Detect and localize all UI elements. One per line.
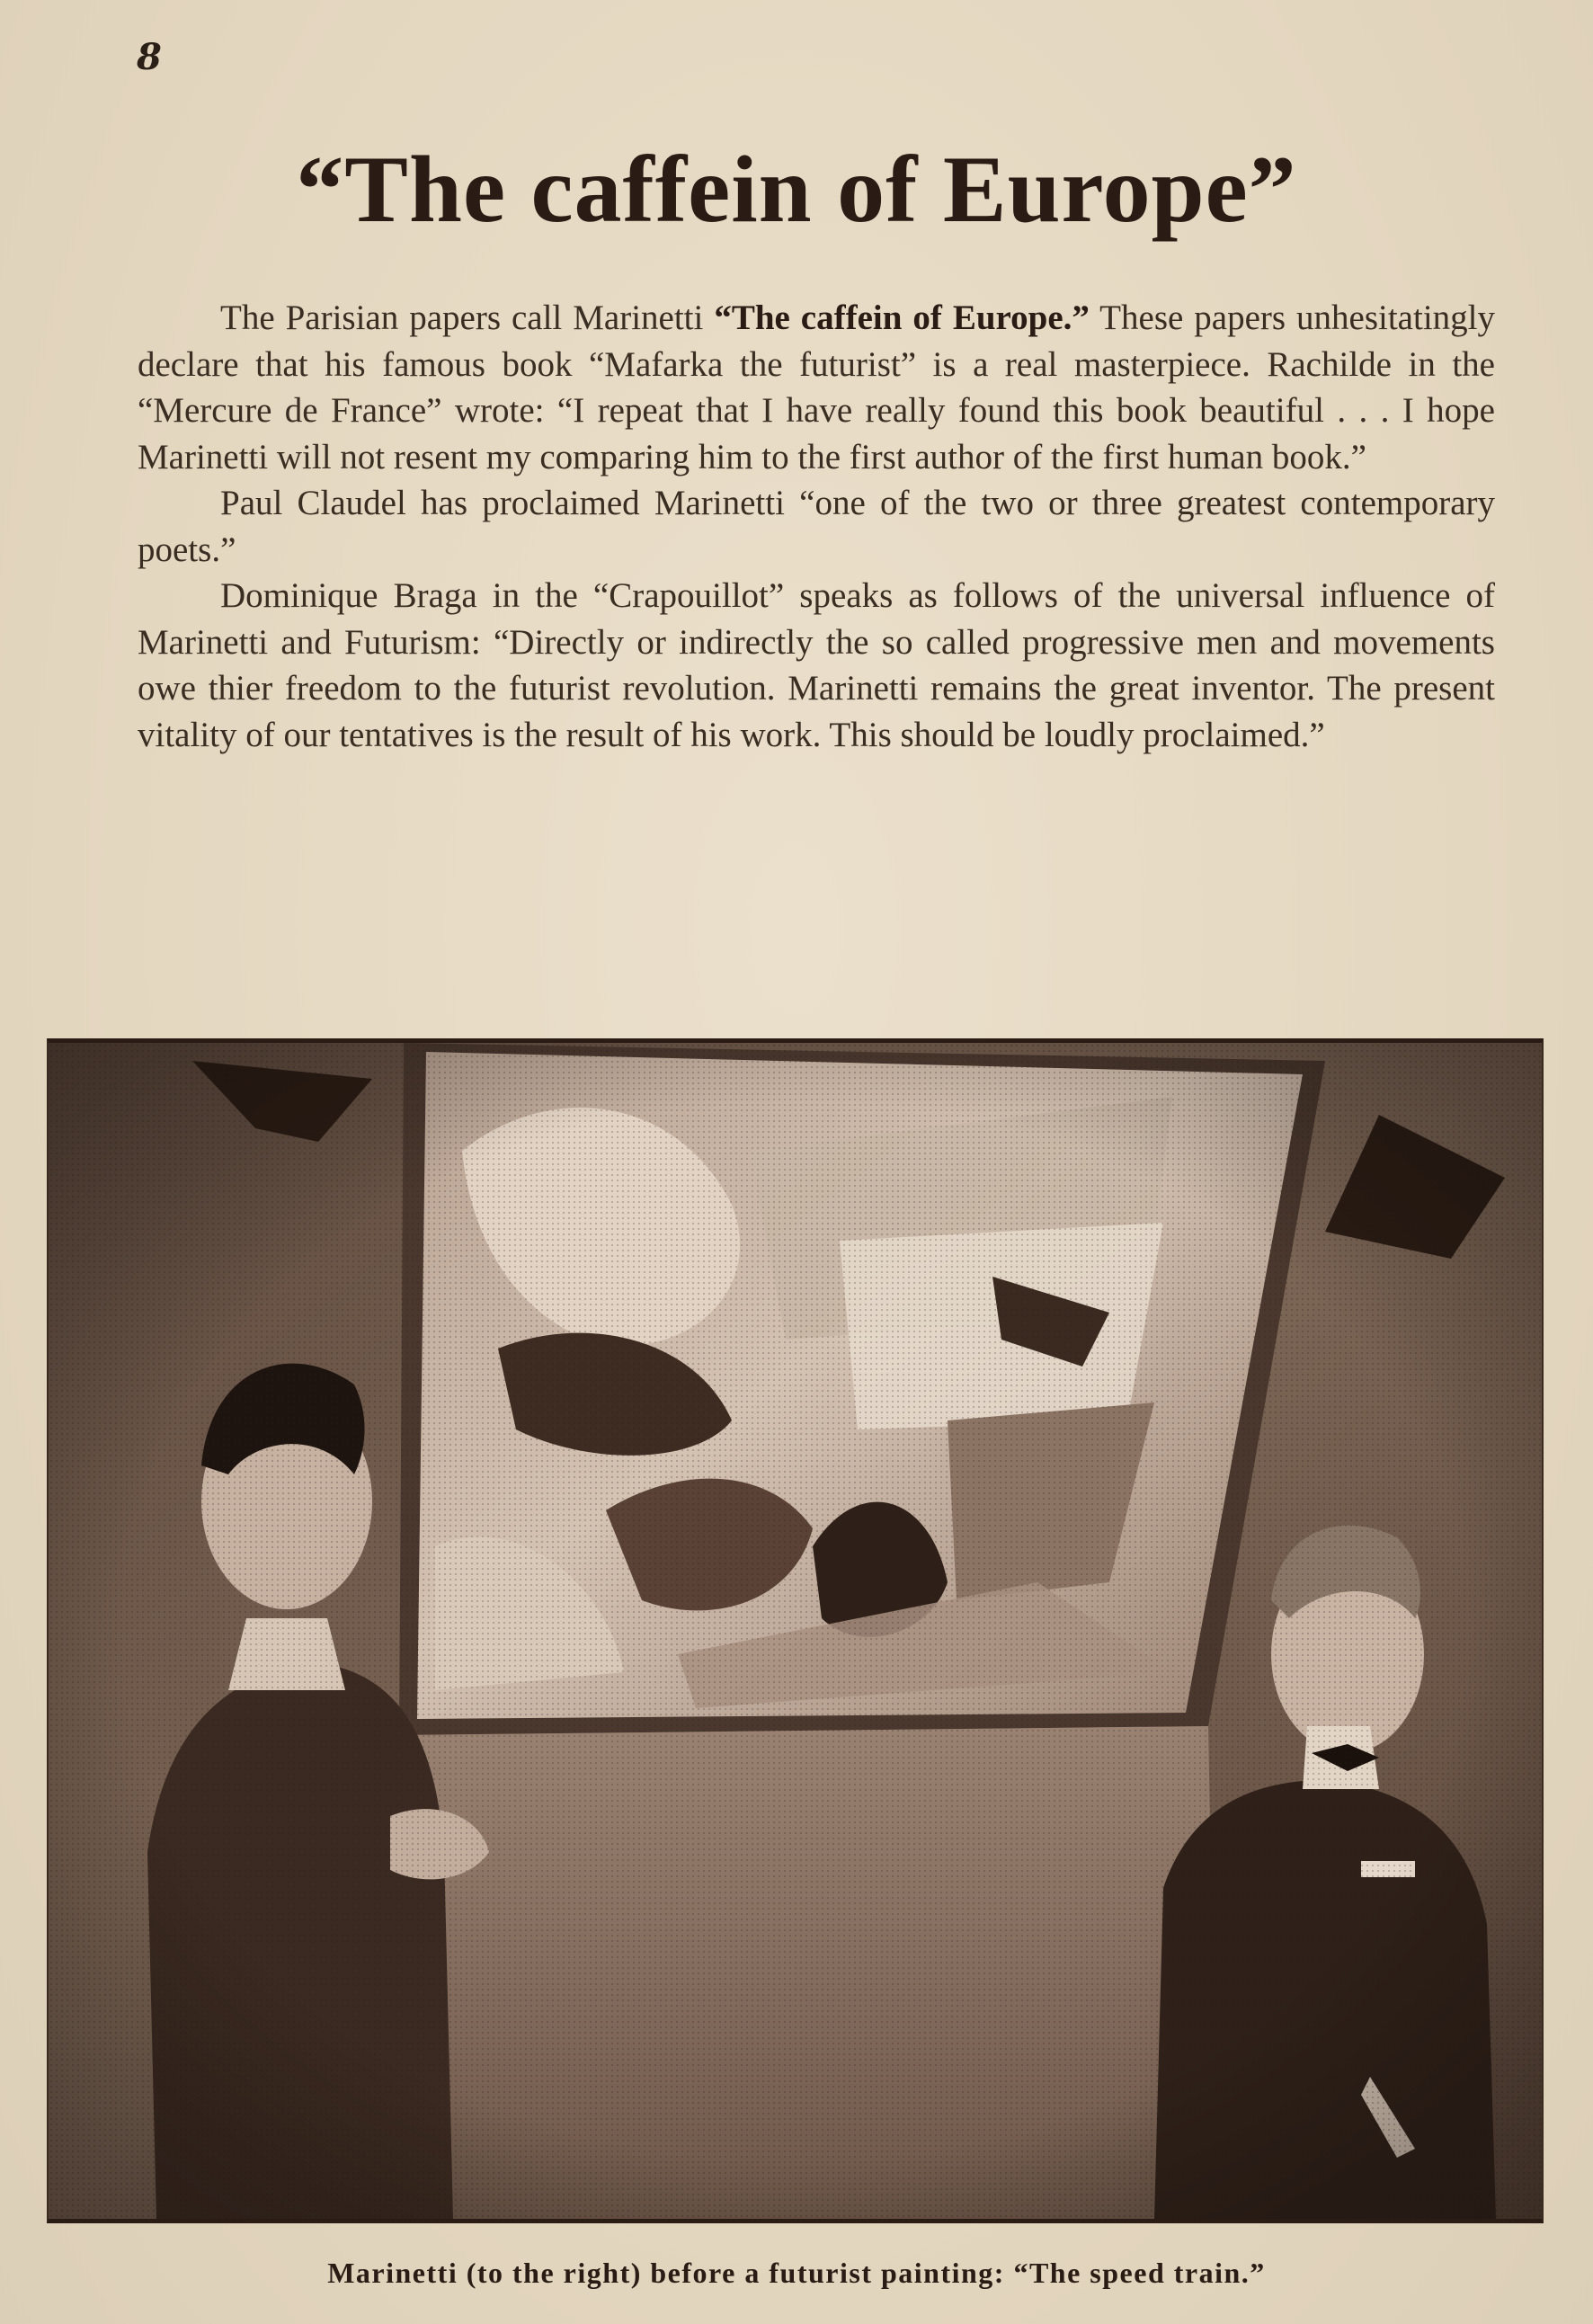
article-body — [138, 295, 1495, 758]
paragraph-1-bold: “The caffein of Europe.” — [714, 298, 1090, 337]
paragraph-1-lead: The Parisian papers call Marinetti — [220, 298, 715, 337]
paragraph-1 — [138, 295, 1495, 480]
photo-caption: Marinetti (to the right) before a futurist painting: “The speed train.” — [327, 2257, 1266, 2289]
photograph — [47, 1038, 1544, 2223]
page-title: “The caffein of Europe” — [296, 137, 1297, 242]
photograph-illustration — [49, 1043, 1542, 2219]
paragraph-3: Dominique Braga in the “Crapouillot” speaks as follows of the universal influence of Marinetti and Futurism: “Directly or indirectly the so called progressive men and movements owe thier freedom to the futurist revolution. Marinetti remains the great inventor. The present vitality of our tentatives is the result of his work. This should be loudly proclaimed.” — [138, 576, 1495, 754]
paragraph-2: Paul Claudel has proclaimed Marinetti “one of the two or three greatest contemporary poets.” — [138, 484, 1495, 569]
paragraph-1-rest: These papers unhesitatingly declare that his famous book “Mafarka the futurist” is a real masterpiece. Rachilde in the “Mercure de France” wrote: “I repeat that I have really found this book beautiful . . . I hope Marinetti will not resent my comparing him to the first author of the first human book.” — [138, 298, 1495, 476]
page-number: 8 — [137, 36, 162, 78]
